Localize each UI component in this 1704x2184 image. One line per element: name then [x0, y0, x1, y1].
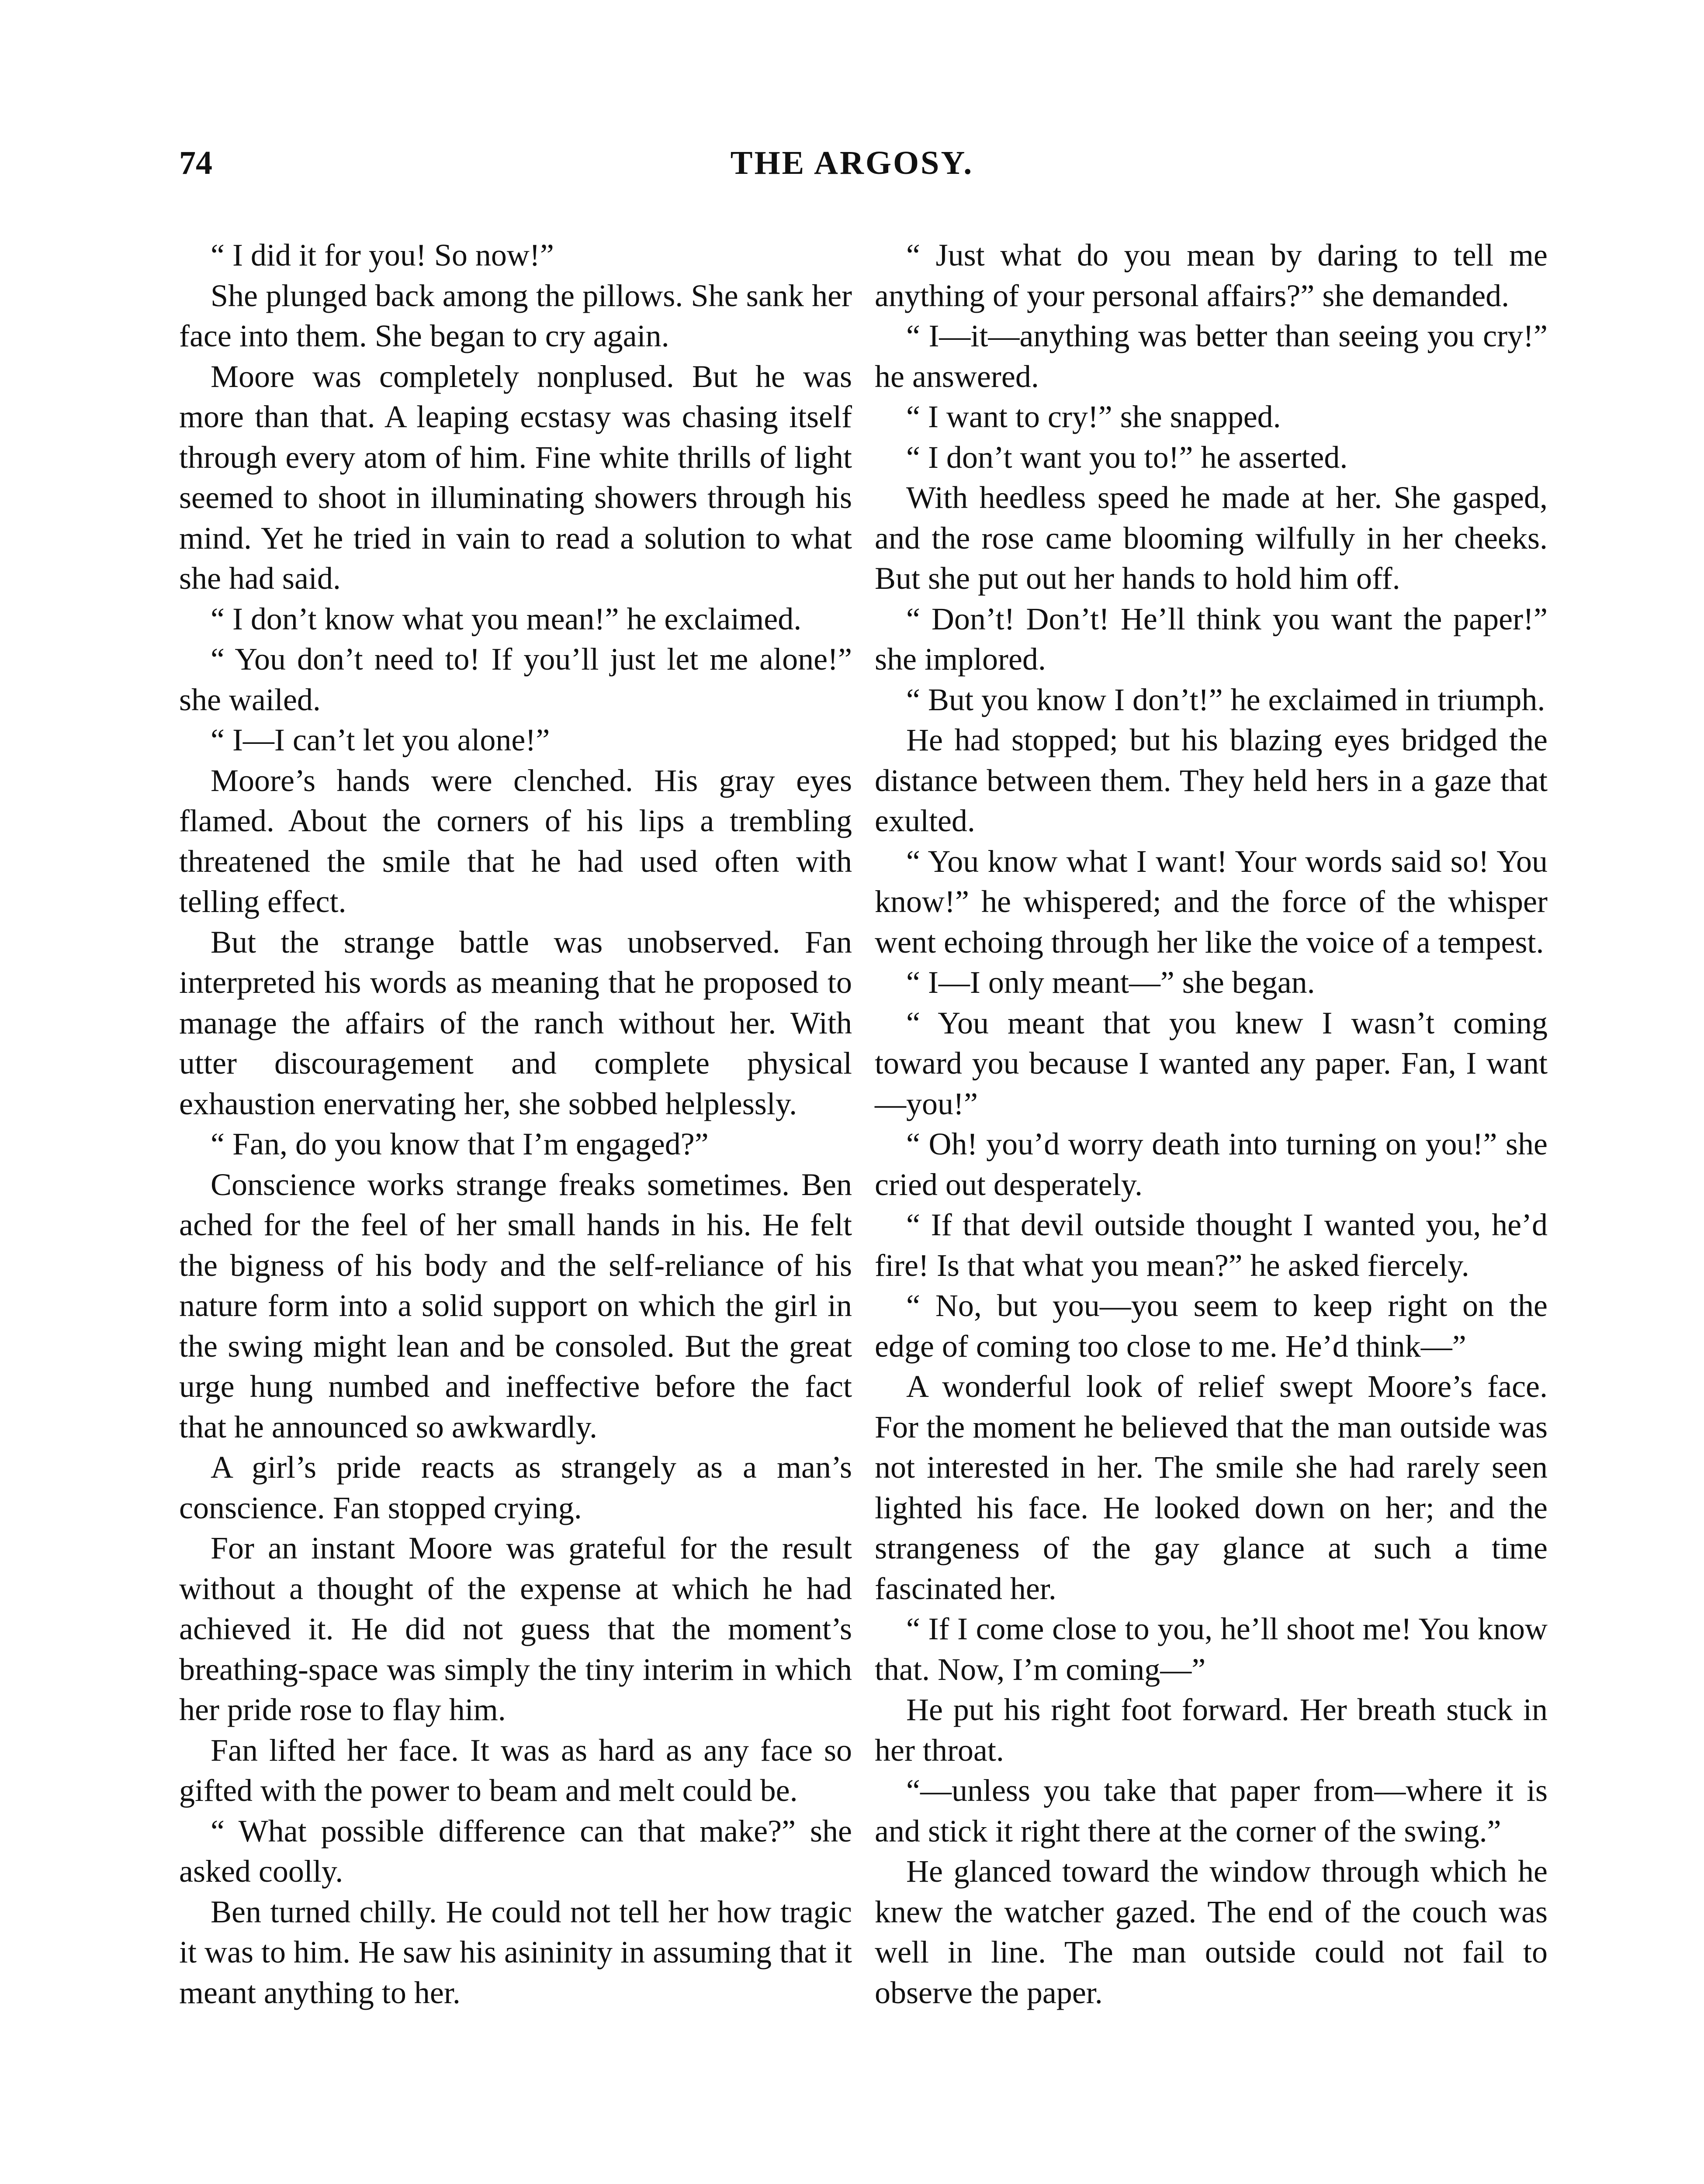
paragraph: He glanced toward the window through which he knew the watcher gazed. The end of the couch was well in line. The man outside could not fail to observe the paper.	[875, 1854, 1548, 2010]
paragraph: For an instant Moore was grateful for the result without a thought of the expense at which he had achieved it. He did not guess that the moment’s breathing-space was simply the tiny interim in which her pride rose to flay him.	[179, 1531, 852, 1727]
paragraph: “ Just what do you mean by daring to tell me anything of your personal affairs?” she demanded.	[875, 238, 1548, 313]
paragraph: “ I don’t know what you mean!” he exclaimed.	[211, 601, 802, 636]
paragraph: Ben turned chilly. He could not tell her how tragic it was to him. He saw his asininity in assuming that it meant anything to her.	[179, 1894, 852, 2010]
paragraph: “ I did it for you! So now!”	[211, 238, 554, 273]
paragraph: Moore was completely nonplused. But he was more than that. A leaping ecstasy was chasing itself through every atom of him. Fine white thrills of light seemed to shoot in illuminating showers through his mind. Yet he tried in vain to read a solution to what she had said.	[179, 359, 852, 596]
paragraph: “ Fan, do you know that I’m engaged?”	[211, 1127, 709, 1161]
paragraph: “ You know what I want! Your words said so! You know!” he whispered; and the force of the whisper went echoing through her like the voice of a tempest.	[875, 843, 1548, 960]
paragraph: “ I—I can’t let you alone!”	[211, 722, 550, 757]
paragraph: Conscience works strange freaks sometimes. Ben ached for the feel of her small hands in his. He felt the bigness of his body and the self-reliance of his nature form into a solid support on which the girl in the swing might lean and be consoled. But the great urge hung numbed and ineffective before the fact that he announced so awkwardly.	[179, 1167, 852, 1444]
paragraph: “ Oh! you’d worry death into turning on you!” she cried out desperately.	[875, 1127, 1548, 1202]
paragraph: “—unless you take that paper from—where it is and stick it right there at the corner of the swing.”	[875, 1773, 1548, 1849]
paragraph: “ I want to cry!” she snapped.	[906, 399, 1281, 434]
paragraph: She plunged back among the pillows. She sank her face into them. She began to cry again.	[179, 278, 852, 353]
paragraph: “ What possible difference can that make?” she asked coolly.	[179, 1813, 852, 1889]
paragraph: “ But you know I don’t!” he exclaimed in triumph.	[906, 682, 1545, 717]
paragraph: “ If that devil outside thought I wanted you, he’d fire! Is that what you mean?” he asked fiercely.	[875, 1207, 1548, 1283]
paragraph: A girl’s pride reacts as strangely as a man’s conscience. Fan stopped crying.	[179, 1450, 852, 1525]
paragraph: With heedless speed he made at her. She gasped, and the rose came blooming wilfully in her cheeks. But she put out her hands to hold him off.	[875, 480, 1548, 596]
paragraph: “ Don’t! Don’t! He’ll think you want the paper!” she implored.	[875, 601, 1548, 677]
paragraph: “ If I come close to you, he’ll shoot me! You know that. Now, I’m coming—”	[875, 1611, 1548, 1687]
page-header	[179, 144, 1525, 192]
paragraph: “ No, but you—you seem to keep right on the edge of coming too close to me. He’d think—”	[875, 1288, 1548, 1364]
paragraph: A wonderful look of relief swept Moore’s face. For the moment he believed that the man outside was not interested in her. The smile she had rarely seen lighted his face. He looked down on her; and the strangeness of the gay glance at such a time fascinated her.	[875, 1369, 1548, 1606]
paragraph: “ You meant that you knew I wasn’t coming toward you because I wanted any paper. Fan, I want—you!”	[875, 1005, 1548, 1121]
page-number: 74	[179, 145, 212, 181]
paragraph: But the strange battle was unobserved. Fan interpreted his words as meaning that he proposed to manage the affairs of the ranch without her. With utter discouragement and complete physical exhaustion enervating her, she sobbed helplessly.	[179, 924, 852, 1121]
paragraph: Fan lifted her face. It was as hard as any face so gifted with the power to beam and melt could be.	[179, 1732, 852, 1808]
right-column	[875, 235, 1548, 2013]
running-head: THE ARGOSY.	[730, 145, 974, 181]
paragraph: “ You don’t need to! If you’ll just let me alone!” she wailed.	[179, 642, 852, 717]
paragraph: He had stopped; but his blazing eyes bridged the distance between them. They held hers in a gaze that exulted.	[875, 722, 1548, 838]
paragraph: He put his right foot forward. Her breath stuck in her throat.	[875, 1692, 1548, 1768]
paragraph: “ I don’t want you to!” he asserted.	[906, 439, 1348, 475]
left-column	[179, 235, 852, 2013]
paragraph: “ I—it—anything was better than seeing you cry!” he answered.	[875, 318, 1548, 394]
paragraph: Moore’s hands were clenched. His gray eyes flamed. About the corners of his lips a trembling threatened the smile that he had used often with telling effect.	[179, 763, 852, 919]
paragraph: “ I—I only meant—” she began.	[906, 965, 1315, 1000]
